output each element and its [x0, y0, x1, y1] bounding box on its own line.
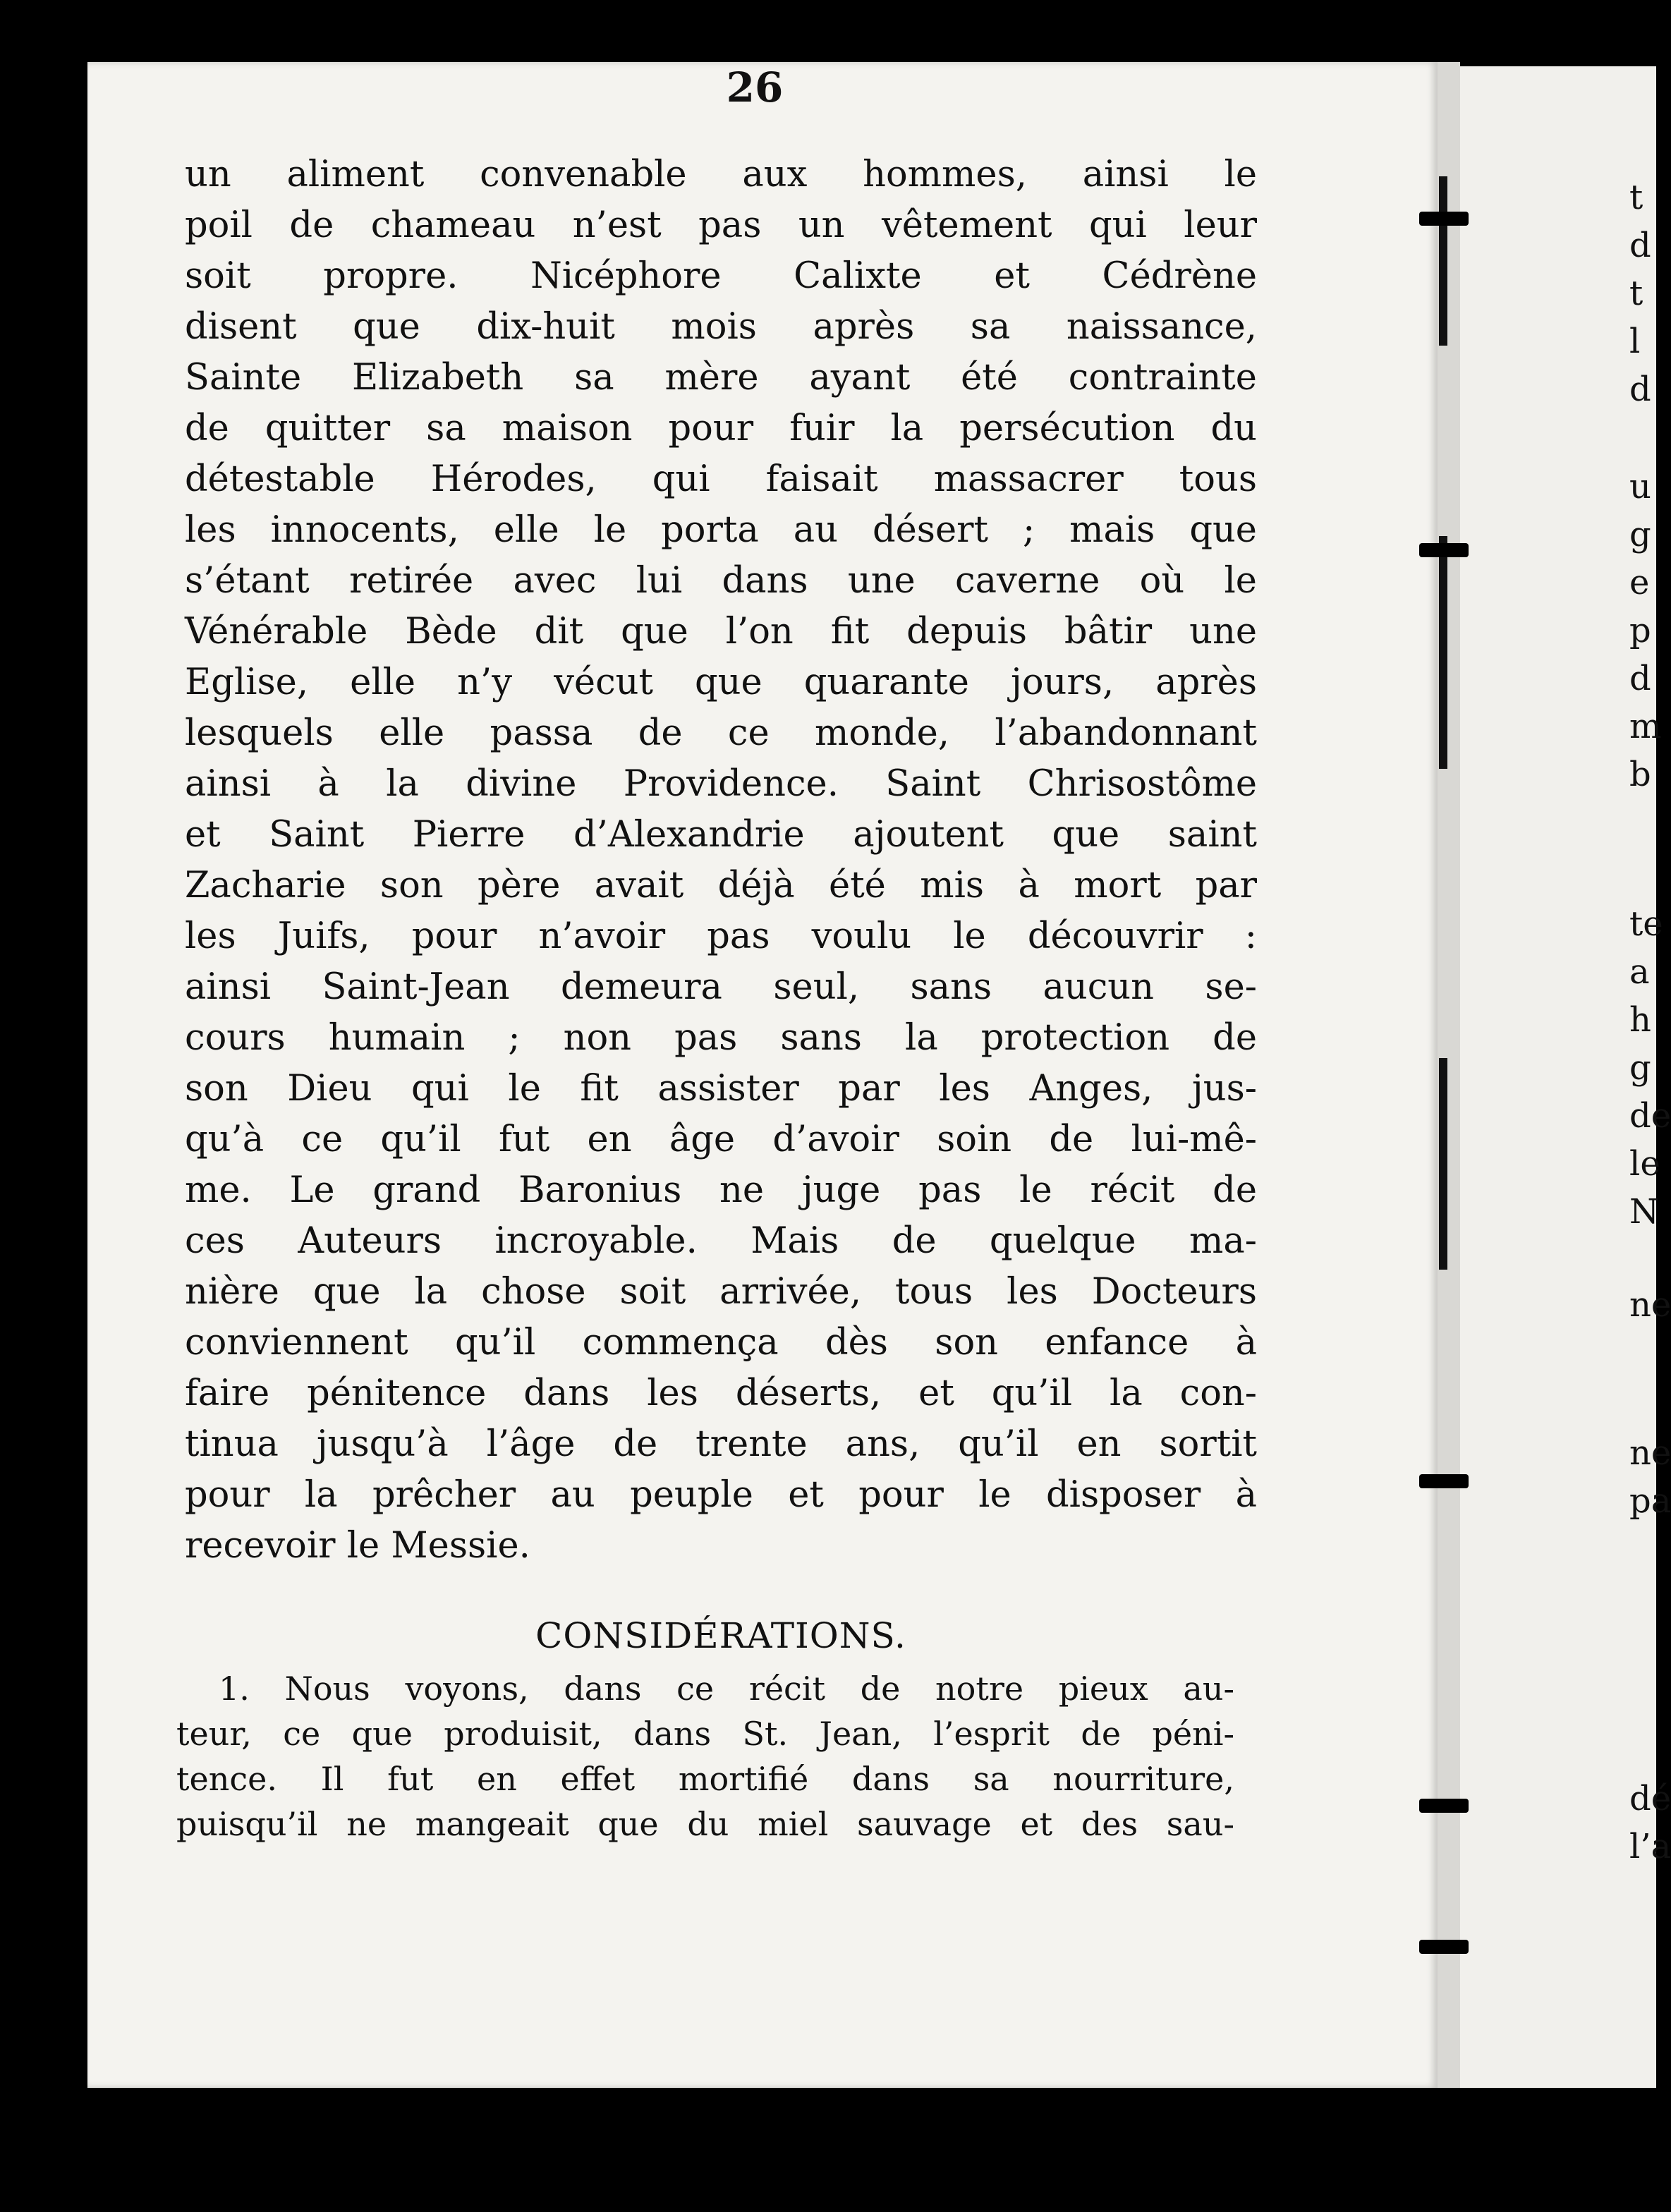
facing-page-fragment: g: [1629, 1048, 1651, 1088]
facing-page-fragment: le: [1629, 1144, 1660, 1184]
text-line: Vénérable Bède dit que l’on fit depuis bâtir une: [185, 611, 1257, 652]
facing-page-fragment: u: [1629, 467, 1651, 506]
section-heading: CONSIDÉRATIONS.: [535, 1615, 906, 1656]
text-line: de quitter sa maison pour fuir la persécution du: [185, 408, 1257, 449]
text-line: tence. Il fut en effet mortifié dans sa nourriture,: [176, 1760, 1234, 1798]
text-line: et Saint Pierre d’Alexandrie ajoutent que saint: [185, 814, 1257, 856]
body-text: [185, 150, 1257, 1572]
text-line: conviennent qu’il commença dès son enfance à: [185, 1322, 1257, 1363]
binding-stitch: [1439, 536, 1447, 769]
right-page: [1460, 66, 1656, 2088]
binding-stitch: [1439, 176, 1447, 346]
text-line: tinua jusqu’à l’âge de trente ans, qu’il en sortit: [185, 1423, 1257, 1465]
facing-page-fragment: pa: [1629, 1481, 1671, 1521]
facing-page-fragment: d: [1629, 226, 1651, 265]
text-line: détestable Hérodes, qui faisait massacrer tous: [185, 458, 1257, 500]
text-line: Eglise, elle n’y vécut que quarante jours, après: [185, 662, 1257, 703]
text-line: cours humain ; non pas sans la protection de: [185, 1017, 1257, 1059]
facing-page-fragment: b: [1629, 755, 1651, 794]
text-line: puisqu’il ne mangeait que du miel sauvage et des sau-: [176, 1805, 1234, 1843]
text-line: Sainte Elizabeth sa mère ayant été contrainte: [185, 357, 1257, 399]
facing-page-fragment: t: [1629, 178, 1643, 217]
facing-page-fragment: N: [1629, 1192, 1659, 1232]
facing-page-fragment: dé: [1629, 1779, 1671, 1818]
text-line: les Juifs, pour n’avoir pas voulu le découvrir :: [185, 916, 1257, 957]
facing-page-fragment: d: [1629, 370, 1651, 409]
binding-mark: [1419, 543, 1469, 557]
facing-page-fragment: de: [1629, 1096, 1671, 1136]
facing-page-fragment: p: [1629, 611, 1651, 650]
text-line: recevoir le Messie.: [185, 1525, 530, 1567]
facing-page-fragment: a: [1629, 952, 1650, 992]
binding-mark: [1419, 1474, 1469, 1488]
text-line: ainsi Saint-Jean demeura seul, sans aucun se-: [185, 966, 1257, 1008]
text-line: Zacharie son père avait déjà été mis à mort par: [185, 865, 1257, 906]
text-line: qu’à ce qu’il fut en âge d’avoir soin de lui-mê-: [185, 1119, 1257, 1160]
facing-page-fragment: ne: [1629, 1433, 1671, 1473]
text-line: teur, ce que produisit, dans St. Jean, l’esprit de péni-: [176, 1715, 1234, 1753]
text-line: nière que la chose soit arrivée, tous les Docteurs: [185, 1271, 1257, 1313]
text-line: lesquels elle passa de ce monde, l’abandonnant: [185, 712, 1257, 754]
text-line: un aliment convenable aux hommes, ainsi le: [185, 154, 1257, 195]
facing-page-fragment: g: [1629, 515, 1651, 554]
text-line: pour la prêcher au peuple et pour le disposer à: [185, 1474, 1257, 1516]
text-line: 1. Nous voyons, dans ce récit de notre pieux au-: [219, 1670, 1234, 1708]
binding-stitch: [1439, 1058, 1447, 1270]
considerations-paragraph: [176, 1666, 1234, 1847]
facing-page-fragment: h: [1629, 1000, 1651, 1040]
text-line: poil de chameau n’est pas un vêtement qui leur: [185, 205, 1257, 246]
text-line: faire pénitence dans les déserts, et qu’il la con-: [185, 1373, 1257, 1414]
facing-page-fragment: l: [1629, 322, 1641, 361]
facing-page-fragment: t: [1629, 274, 1643, 313]
binding-mark: [1419, 1799, 1469, 1813]
text-line: ces Auteurs incroyable. Mais de quelque ma-: [185, 1220, 1257, 1262]
text-line: me. Le grand Baronius ne juge pas le récit de: [185, 1169, 1257, 1211]
facing-page-fragment: l’a: [1629, 1827, 1671, 1866]
text-line: son Dieu qui le fit assister par les Anges, jus-: [185, 1068, 1257, 1110]
facing-page-fragment: ne: [1629, 1285, 1671, 1325]
facing-page-fragment: e: [1629, 563, 1650, 602]
facing-page-fragment: m: [1629, 707, 1662, 746]
facing-page-fragment: d: [1629, 659, 1651, 698]
facing-page-fragment: te: [1629, 904, 1663, 944]
text-line: les innocents, elle le porta au désert ; mais que: [185, 509, 1257, 551]
page-number: 26: [726, 63, 784, 111]
text-line: disent que dix-huit mois après sa naissance,: [185, 306, 1257, 348]
text-line: s’étant retirée avec lui dans une caverne où le: [185, 560, 1257, 602]
text-line: ainsi à la divine Providence. Saint Chrisostôme: [185, 763, 1257, 805]
binding-mark: [1419, 1940, 1469, 1954]
text-line: soit propre. Nicéphore Calixte et Cédrène: [185, 255, 1257, 297]
binding-mark: [1419, 212, 1469, 226]
